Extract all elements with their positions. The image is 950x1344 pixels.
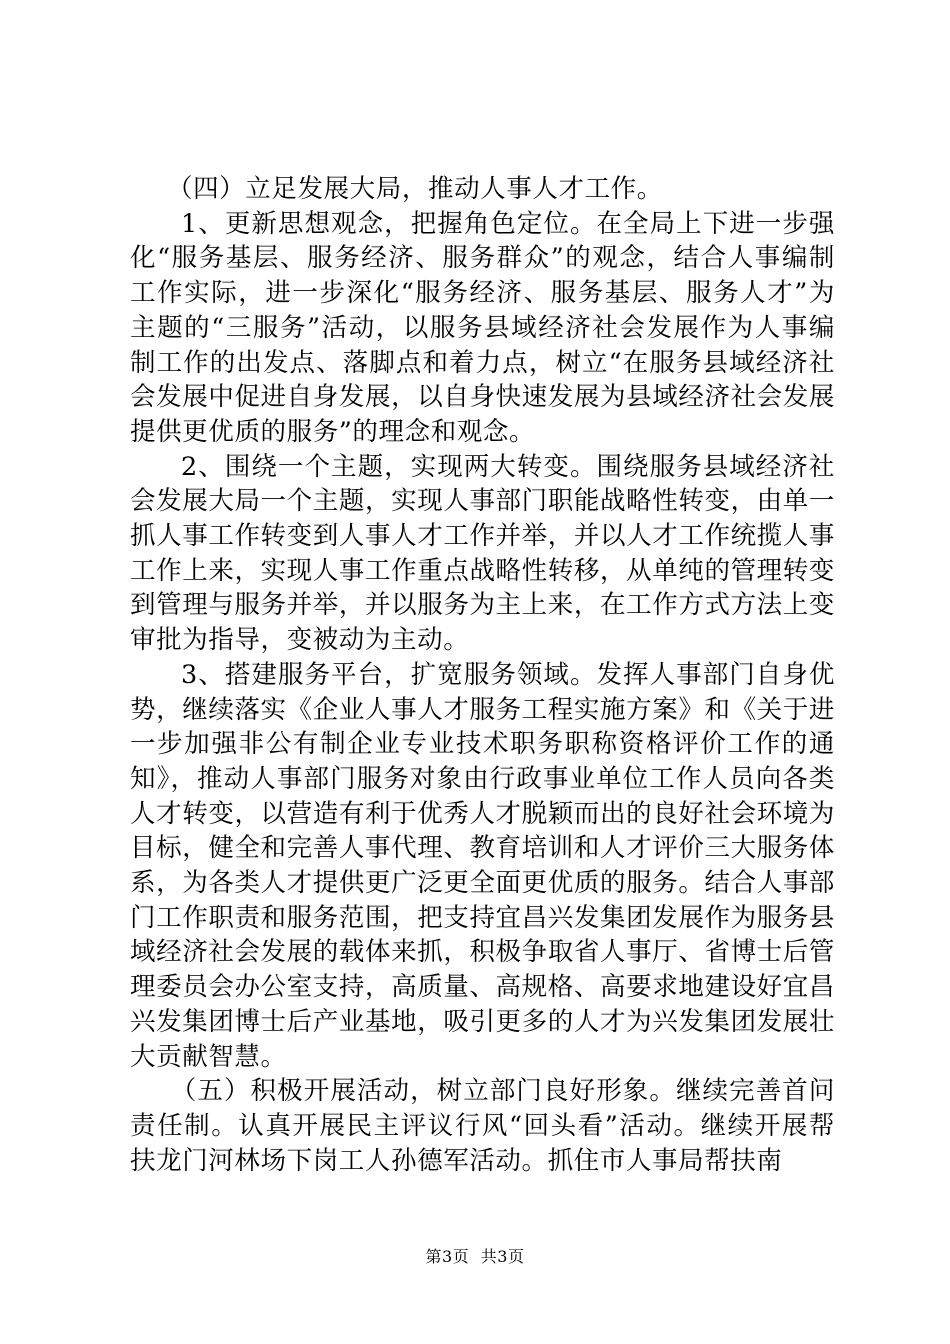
paragraph-item-2: 2、围绕一个主题，实现两大转变。围绕服务县域经济社会发展大局一个主题，实现人事部门职能战略性转变，由单一抓人事工作转变到人事人才工作并举，并以人才工作统揽人事工作上来，实现人事工作重点战略性转移，从单纯的管理转变到管理与服务并举，并以服务为主上来，在工作方式方法上变审批为指导，变被动为主动。 bbox=[130, 451, 835, 656]
section-heading-4: （四）立足发展大局，推动人事人才工作。 bbox=[166, 174, 663, 204]
page-footer bbox=[0, 1244, 950, 1267]
paragraph-item-3: 3、搭建服务平台，扩宽服务领域。发挥人事部门自身优势，继续落实《企业人事人才服务工程实施方案》和《关于进一步加强非公有制企业专业技术职务职称资格评价工作的通知》，推动人事部门服务对象由行政事业单位工作人员向各类人才转变，以营造有利于优秀人才脱颖而出的良好社会环境为目标，健全和完善人事代理、教育培训和人才评价三大服务体系，为各类人才提供更广泛更全面更优质的服务。结合人事部门工作职责和服务范围，把支持宜昌兴发集团发展作为服务县域经济社会发展的载体来抓，积极争取省人事厅、省博士后管理委员会办公室支持，高质量、高规格、高要求地建设好宜昌兴发集团博士后产业基地，吸引更多的人才为兴发集团发展壮大贡献智慧。 bbox=[130, 659, 835, 1072]
page-total: 共3页 bbox=[480, 1247, 525, 1266]
paragraph-item-1: 1、更新思想观念，把握角色定位。在全局上下进一步强化“服务基层、服务经济、服务群众”的观念，结合人事编制工作实际，进一步深化“服务经济、服务基层、服务人才”为主题的“三服务”活动，以服务县域经济社会发展作为人事编制工作的出发点、落脚点和着力点，树立“在服务县域经济社会发展中促进自身发展，以自身快速发展为县域经济社会发展提供更优质的服务”的理念和观念。 bbox=[130, 208, 835, 447]
section-heading-5: （五）积极开展活动，树立部门良好形象。继续完善首问责任制。认真开展民主评议行风“回头看”活动。继续开展帮扶龙门河林场下岗工人孙德军活动。抓住市人事局帮扶南 bbox=[130, 1076, 835, 1176]
document-body bbox=[130, 172, 835, 1178]
page-number: 第3页 bbox=[425, 1247, 470, 1266]
